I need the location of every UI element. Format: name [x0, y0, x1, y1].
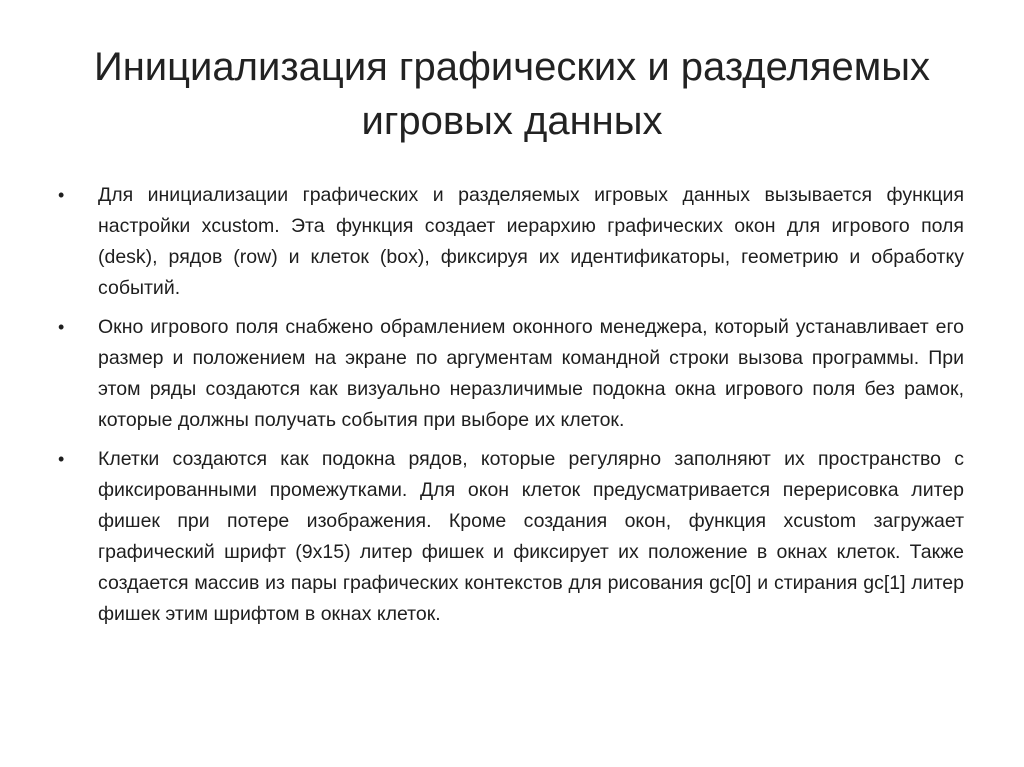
bullet-dot-icon: • — [58, 317, 65, 337]
bullet-item — [58, 444, 964, 630]
slide-title — [60, 40, 964, 148]
bullet-item — [58, 312, 964, 436]
bullet-text: Для инициализации графических и разделяемых игровых данных вызывается функция настройки xcustom. Эта функция создает иерархию графических окон для игрового поля (desk), рядов (row) и клеток (box), фиксируя их идентификаторы, геометрию и обработку событий. — [98, 184, 964, 299]
bullet-list — [58, 180, 964, 638]
slide-title-line-2: игровых данных — [361, 99, 663, 143]
bullet-dot-icon: • — [58, 185, 65, 205]
bullet-dot-icon: • — [58, 449, 65, 469]
bullet-text: Окно игрового поля снабжено обрамлением оконного менеджера, который устанавливает его размер и положением на экране по аргументам командной строки вызова программы. При этом ряды создаются как визуально неразличимые подокна окна игрового поля без рамок, которые должны получать события при выборе их клеток. — [98, 316, 964, 431]
bullet-text: Клетки создаются как подокна рядов, которые регулярно заполняют их пространство с фиксированными промежутками. Для окон клеток предусматривается перерисовка литер фишек при потере изображения. Кроме создания окон, функция xcustom загружает графический шрифт (9x15) литер фишек и фиксирует их положение в окнах клеток. Также создается массив из пары графических контекстов для рисования gc[0] и стирания gc[1] литер фишек этим шрифтом в окнах клеток. — [98, 448, 964, 625]
slide-title-line-1: Инициализация графических и разделяемых — [93, 45, 931, 89]
bullet-item — [58, 180, 964, 304]
